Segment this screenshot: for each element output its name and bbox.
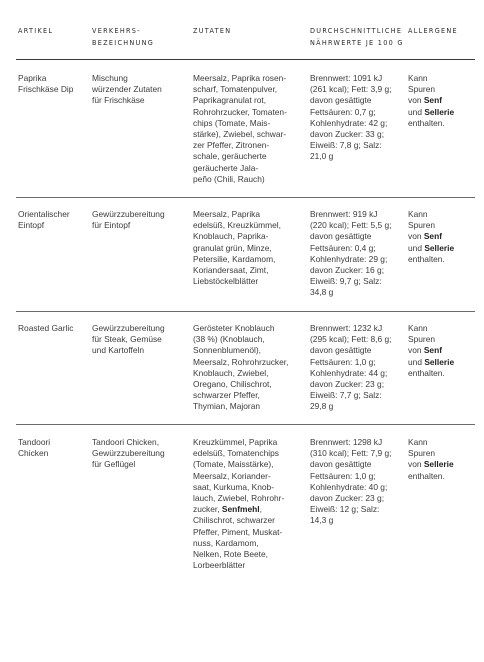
header-zutaten: ZUTATEN [193, 26, 232, 35]
cell-artikel: Tandoori Chicken [18, 437, 51, 459]
cell-bezeichnung: Gewürzzubereitung für Steak, Gemüse und Kartoffeln [92, 323, 165, 356]
cell-zutaten: Meersalz, Paprika rosen- scharf, Tomatenpulver, Paprikagranulat rot, Rohrohrzucker, Tomaten- chips (Tomate, Mais- stärke), Zwiebel, schwar- zer Pfeffer, Zitronen- schale, geräucherte geräucherte Jala- peño (Chili, Rauch) [193, 73, 287, 184]
header-allergene: ALLERGENE [408, 26, 458, 35]
allergen-senf: Senf [423, 345, 442, 356]
ingredient-senfmehl: Senfmehl [221, 504, 260, 515]
cell-naehrwerte: Brennwert: 1091 kJ (261 kcal); Fett: 3,9 g; davon gesättigte Fettsäuren: 0,7 g; Kohlenhydrate: 42 g; davon Zucker: 33 g; Eiweiß: 7,8 g; Salz: 21,0 g [310, 73, 392, 162]
row-divider [16, 197, 475, 198]
allergen-sellerie: Sellerie [423, 459, 454, 470]
allergen-senf: Senf [423, 231, 442, 242]
cell-bezeichnung: Tandoori Chicken, Gewürzzubereitung für Geflügel [92, 437, 165, 470]
cell-allergene: Kann Spuren von Senf und Sellerie enthalten. [408, 323, 455, 378]
header-divider [16, 59, 475, 60]
row-divider [16, 311, 475, 312]
cell-artikel: Orientalischer Eintopf [18, 209, 70, 231]
header-verkehrsbezeichnung: VERKEHRS- BEZEICHNUNG [92, 26, 155, 47]
allergen-sellerie: Sellerie [424, 242, 455, 253]
cell-allergene: Kann Spuren von Sellerie enthalten. [408, 437, 454, 481]
cell-zutaten: Gerösteter Knoblauch (38 %) (Knoblauch, Sonnenblumenöl), Meersalz, Rohrohrzucker, Knoblauch, Zwiebel, Oregano, Chilischrot, schwarzer Pfeffer, Thymian, Majoran [193, 323, 289, 412]
cell-artikel: Paprika Frischkäse Dip [18, 73, 74, 95]
cell-allergene: Kann Spuren von Senf und Sellerie enthalten. [408, 209, 455, 264]
allergen-sellerie: Sellerie [424, 106, 455, 117]
cell-zutaten: Kreuzkümmel, Paprika edelsüß, Tomatenchips (Tomate, Maisstärke), Meersalz, Koriander- saat, Kurkuma, Knob- lauch, Zwiebel, Rohrohr- zucker, Senfmehl, Chilischrot, schwarzer Pfeffer, Piment, Muskat- nuss, Kardamom, Nelken, Rote Beete, Lorbeerblätter [193, 437, 285, 571]
cell-allergene: Kann Spuren von Senf und Sellerie enthalten. [408, 73, 455, 128]
allergen-sellerie: Sellerie [424, 356, 455, 367]
cell-bezeichnung: Mischung würzender Zutaten für Frischkäse [92, 73, 162, 106]
header-naehrwerte: DURCHSCHNITTLICHE NÄHRWERTE JE 100 G [310, 26, 404, 47]
cell-naehrwerte: Brennwert: 1232 kJ (295 kcal); Fett: 8,6 g; davon gesättigte Fettsäuren: 1,0 g; Kohlenhydrate: 44 g; davon Zucker: 23 g; Eiweiß: 7,7 g; Salz: 29,8 g [310, 323, 392, 412]
header-artikel: ARTIKEL [18, 26, 54, 35]
row-divider [16, 424, 475, 425]
cell-bezeichnung: Gewürzzubereitung für Eintopf [92, 209, 165, 231]
allergen-senf: Senf [423, 95, 442, 106]
cell-artikel: Roasted Garlic [18, 323, 74, 333]
cell-naehrwerte: Brennwert: 919 kJ (220 kcal); Fett: 5,5 g; davon gesättigte Fettsäuren: 0,4 g; Kohlenhydrate: 29 g; davon Zucker: 16 g; Eiweiß: 9,7 g; Salz: 34,8 g [310, 209, 392, 298]
cell-naehrwerte: Brennwert: 1298 kJ (310 kcal); Fett: 7,9 g; davon gesättigte Fettsäuren: 1,0 g; Kohlenhydrate: 40 g; davon Zucker: 23 g; Eiweiß: 12 g; Salz: 14,3 g [310, 437, 392, 526]
cell-zutaten: Meersalz, Paprika edelsüß, Kreuzkümmel, Knoblauch, Paprika- granulat grün, Minze, Petersilie, Kardamom, Koriandersaat, Zimt, Liebstöckelblätter [193, 209, 281, 287]
